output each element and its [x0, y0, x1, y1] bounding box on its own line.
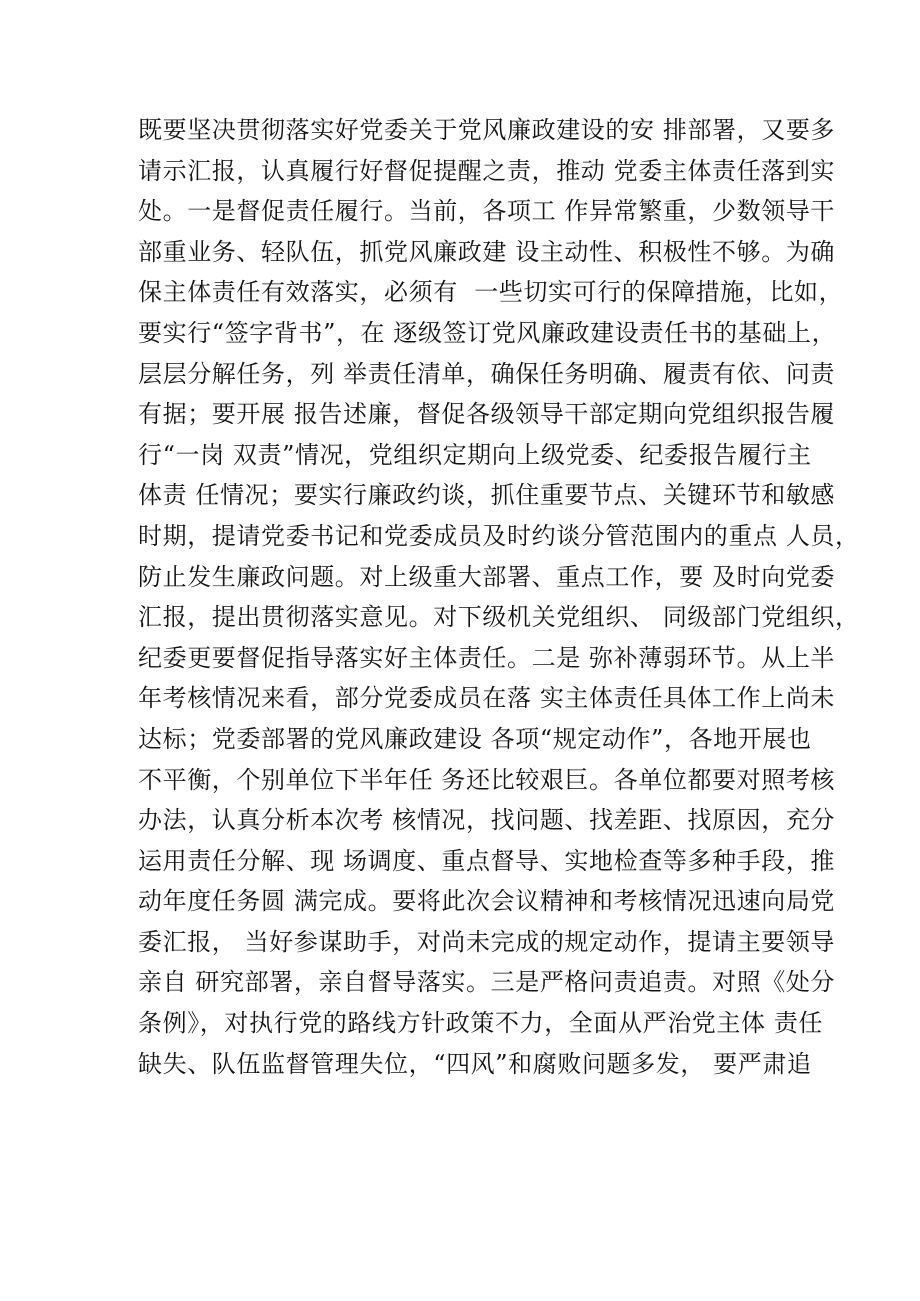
text-line: 要实行“签字背书”，在 逐级签订党风廉政建设责任书的基础上，: [138, 318, 837, 347]
text-line: 亲自 研究部署，亲自督导落实。三是严格问责追责。对照《处分: [138, 968, 836, 997]
text-line: 有据；要开展 报告述廉，督促各级领导干部定期向党组织报告履: [138, 400, 836, 429]
text-line: 运用责任分解、现 场调度、重点督导、实地检查等多种手段，推: [138, 846, 836, 875]
text-line: 保主体责任有效落实，必须有 一些切实可行的保障措施，比如，: [138, 278, 844, 307]
text-line: 行“一岗 双责”情况，党组织定期向上级党委、纪委报告履行主: [138, 440, 812, 469]
text-line: 处。一是督促责任履行。当前，各项工 作异常繁重，少数领导干: [138, 197, 836, 226]
text-line: 体责 任情况；要实行廉政约谈，抓住重要节点、关键环节和敏感: [138, 481, 836, 510]
text-line: 委汇报， 当好参谋助手，对尚未完成的规定动作，提请主要领导: [138, 927, 836, 956]
text-line: 办法，认真分析本次考 核情况，找问题、找差距、找原因，充分: [138, 806, 836, 835]
text-line: 汇报，提出贯彻落实意见。对下级机关党组织、 同级部门党组织，: [138, 603, 860, 632]
text-line: 时期，提请党委书记和党委成员及时约谈分管范围内的重点 人员，: [138, 521, 860, 550]
body-text: [138, 110, 860, 1084]
text-line: 既要坚决贯彻落实好党委关于党风廉政建设的安 排部署，又要多: [138, 116, 836, 144]
text-line: 动年度任务圆 满完成。要将此次会议精神和考核情况迅速向局党: [138, 887, 836, 916]
text-line: 达标；党委部署的党风廉政建设 各项“规定动作”，各地开展也: [138, 724, 812, 753]
text-line: 防止发生廉政问题。对上级重大部署、重点工作，要 及时向党委: [138, 562, 836, 591]
text-line: 纪委更要督促指导落实好主体责任。二是 弥补薄弱环节。从上半: [138, 643, 836, 672]
text-line: 年考核情况来看，部分党委成员在落 实主体责任具体工作上尚未: [138, 684, 836, 713]
text-line: 部重业务、轻队伍，抓党风廉政建 设主动性、积极性不够。为确: [138, 237, 836, 266]
text-line: 不平衡，个别单位下半年任 务还比较艰巨。各单位都要对照考核: [138, 765, 836, 794]
text-line: 缺失、队伍监督管理失位，“四风”和腐败问题多发， 要严肃追: [138, 1049, 812, 1078]
text-line: 层层分解任务，列 举责任清单，确保任务明确、履责有依、问责: [138, 359, 836, 388]
text-line: 请示汇报，认真履行好督促提醒之责，推动 党委主体责任落到实: [138, 156, 836, 185]
text-line: 条例》，对执行党的路线方针政策不力，全面从严治党主体 责任: [138, 1009, 824, 1038]
